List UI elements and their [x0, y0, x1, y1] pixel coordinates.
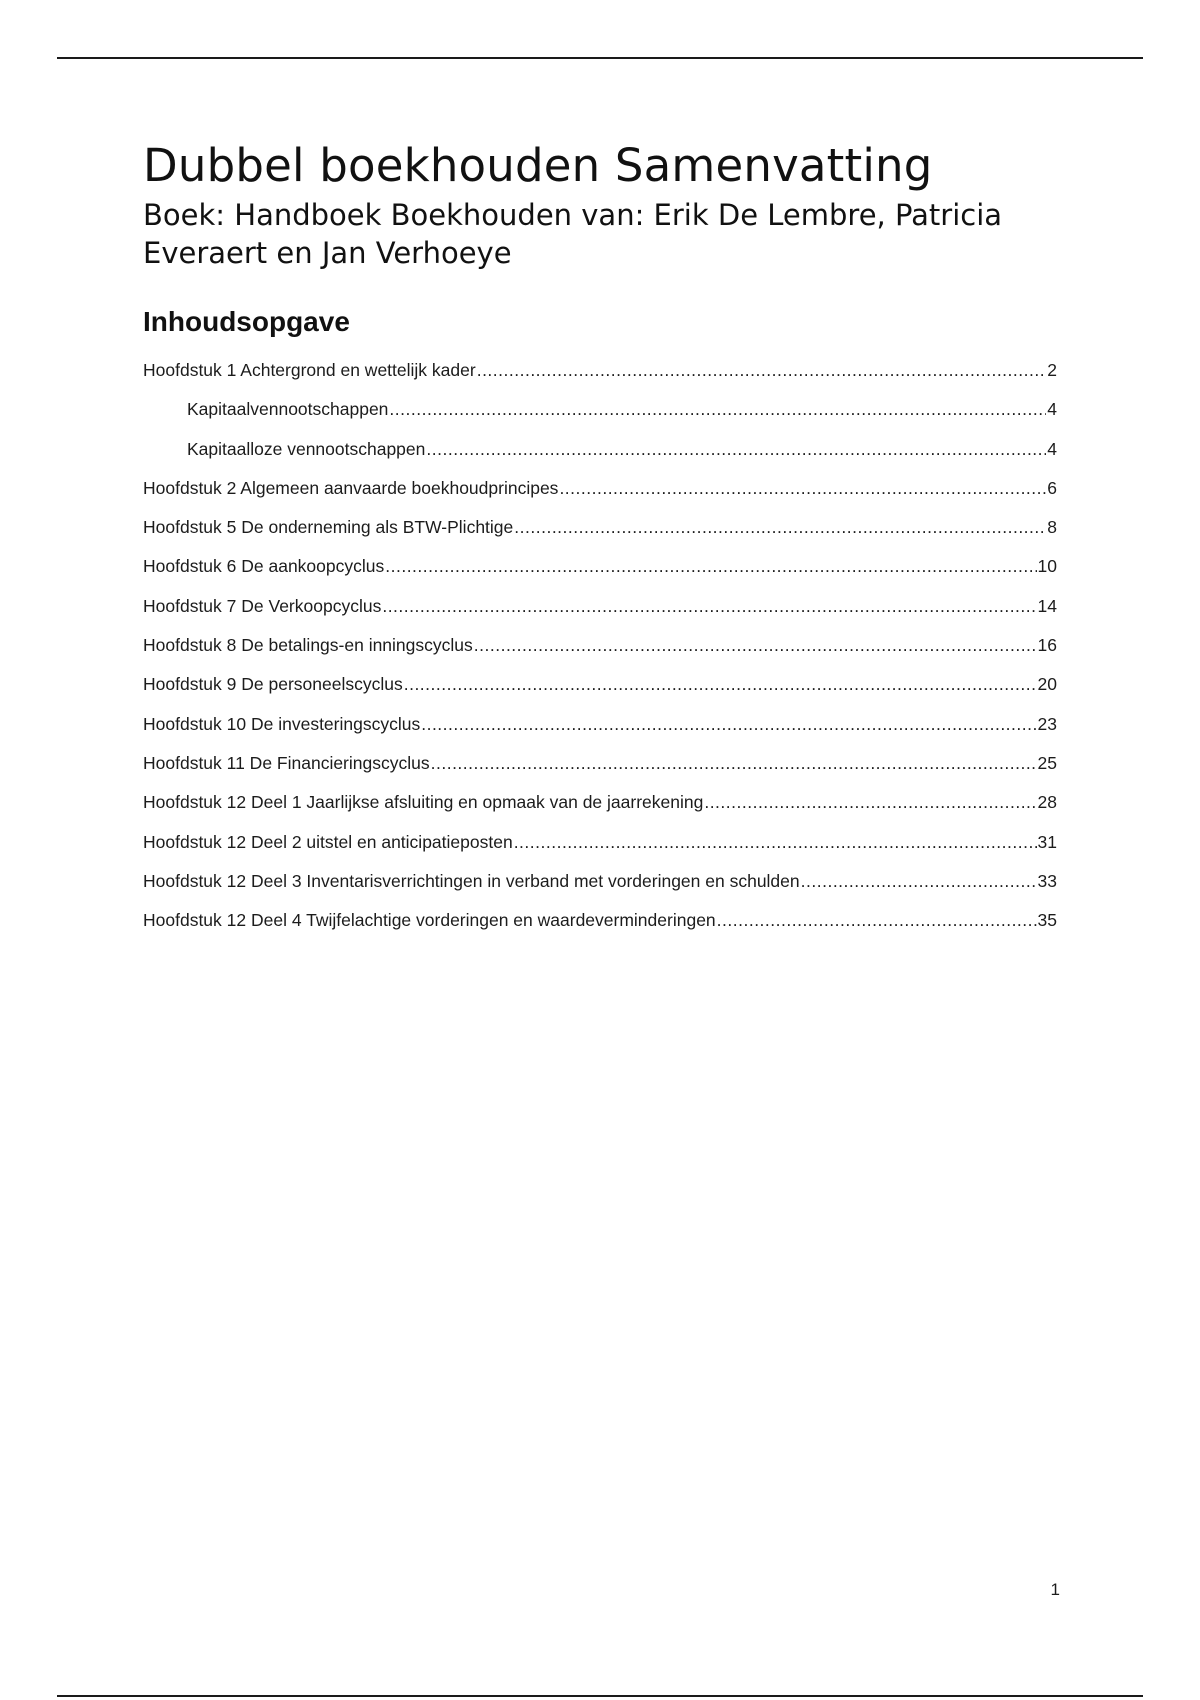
toc-entry-label: Hoofdstuk 12 Deel 4 Twijfelachtige vorderingen en waardeverminderingen: [143, 910, 716, 931]
toc-entry-label: Hoofdstuk 5 De onderneming als BTW-Plichtige: [143, 517, 514, 538]
toc-entry-label: Kapitaalloze vennootschappen: [187, 438, 426, 459]
header-rule: [57, 57, 1143, 59]
toc-dot-leader: [704, 790, 1036, 814]
toc-entry-label: Hoofdstuk 11 De Financieringscyclus: [143, 752, 430, 773]
toc-entry[interactable]: [143, 830, 1057, 869]
toc-entry[interactable]: [143, 908, 1057, 947]
toc-entry-page: 28: [1037, 792, 1057, 813]
toc-entry-label: Hoofdstuk 12 Deel 2 uitstel en anticipatieposten: [143, 831, 513, 852]
toc-entry-page: 31: [1037, 831, 1057, 852]
toc-entry-page: 8: [1047, 517, 1057, 538]
toc-entry[interactable]: [143, 672, 1057, 711]
toc-entry-page: 33: [1037, 870, 1057, 891]
toc-entry[interactable]: [143, 790, 1057, 829]
toc-dot-leader: [801, 869, 1037, 893]
toc-entry[interactable]: [143, 476, 1057, 515]
toc-entry[interactable]: [143, 437, 1057, 476]
toc-dot-leader: [385, 554, 1036, 578]
toc-entry[interactable]: [143, 515, 1057, 554]
page-content: [143, 138, 1057, 947]
toc-entry-label: Hoofdstuk 8 De betalings-en inningscyclus: [143, 635, 473, 656]
toc-dot-leader: [389, 397, 1046, 421]
toc-dot-leader: [477, 358, 1047, 382]
toc-entry-page: 16: [1037, 635, 1057, 656]
toc-entry[interactable]: [143, 633, 1057, 672]
toc-dot-leader: [514, 515, 1046, 539]
toc-entry[interactable]: [143, 594, 1057, 633]
toc-dot-leader: [421, 712, 1036, 736]
toc-entry-page: 35: [1037, 910, 1057, 931]
toc-entry-label: Hoofdstuk 6 De aankoopcyclus: [143, 556, 385, 577]
toc-entry-label: Hoofdstuk 2 Algemeen aanvaarde boekhoudprincipes: [143, 477, 559, 498]
toc-entry-label: Kapitaalvennootschappen: [187, 399, 389, 420]
toc-entry-label: Hoofdstuk 10 De investeringscyclus: [143, 713, 421, 734]
toc-dot-leader: [717, 908, 1037, 932]
toc-dot-leader: [382, 594, 1036, 618]
toc-entry[interactable]: [143, 869, 1057, 908]
toc-dot-leader: [426, 437, 1046, 461]
toc-entry-page: 10: [1037, 556, 1057, 577]
toc-entry-label: Hoofdstuk 7 De Verkoopcyclus: [143, 595, 382, 616]
toc-entry-label: Hoofdstuk 12 Deel 3 Inventarisverrichtingen in verband met vorderingen en schulden: [143, 870, 800, 891]
toc-entry[interactable]: [143, 397, 1057, 436]
document-subtitle: Boek: Handboek Boekhouden van: Erik De Lembre, Patricia Everaert en Jan Verhoeye: [143, 198, 1003, 270]
document-title: Dubbel boekhouden Samenvatting: [143, 139, 933, 192]
toc-entry-page: 25: [1037, 752, 1057, 773]
toc-entry[interactable]: [143, 751, 1057, 790]
page-number: 1: [1050, 1580, 1060, 1599]
toc-entry-page: 14: [1037, 595, 1057, 616]
toc-entry-page: 23: [1037, 713, 1057, 734]
toc-dot-leader: [474, 633, 1037, 657]
toc-entry-label: Hoofdstuk 12 Deel 1 Jaarlijkse afsluiting en opmaak van de jaarrekening: [143, 792, 704, 813]
toc-entry[interactable]: [143, 358, 1057, 397]
toc-entry[interactable]: [143, 712, 1057, 751]
toc-dot-leader: [404, 672, 1037, 696]
toc-dot-leader: [431, 751, 1037, 775]
toc-heading: Inhoudsopgave: [143, 306, 350, 337]
toc-entry-label: Hoofdstuk 9 De personeelscyclus: [143, 674, 403, 695]
toc-entry[interactable]: [143, 554, 1057, 593]
toc-dot-leader: [559, 476, 1046, 500]
toc-entry-page: 6: [1047, 477, 1057, 498]
footer-rule: [57, 1695, 1143, 1697]
toc-entry-page: 4: [1047, 438, 1057, 459]
toc-dot-leader: [514, 830, 1037, 854]
toc-entry-label: Hoofdstuk 1 Achtergrond en wettelijk kader: [143, 360, 476, 380]
toc-entry-page: 2: [1047, 360, 1057, 380]
toc-entry-page: 4: [1047, 399, 1057, 420]
toc-entry-page: 20: [1037, 674, 1057, 695]
table-of-contents: [143, 358, 1057, 947]
